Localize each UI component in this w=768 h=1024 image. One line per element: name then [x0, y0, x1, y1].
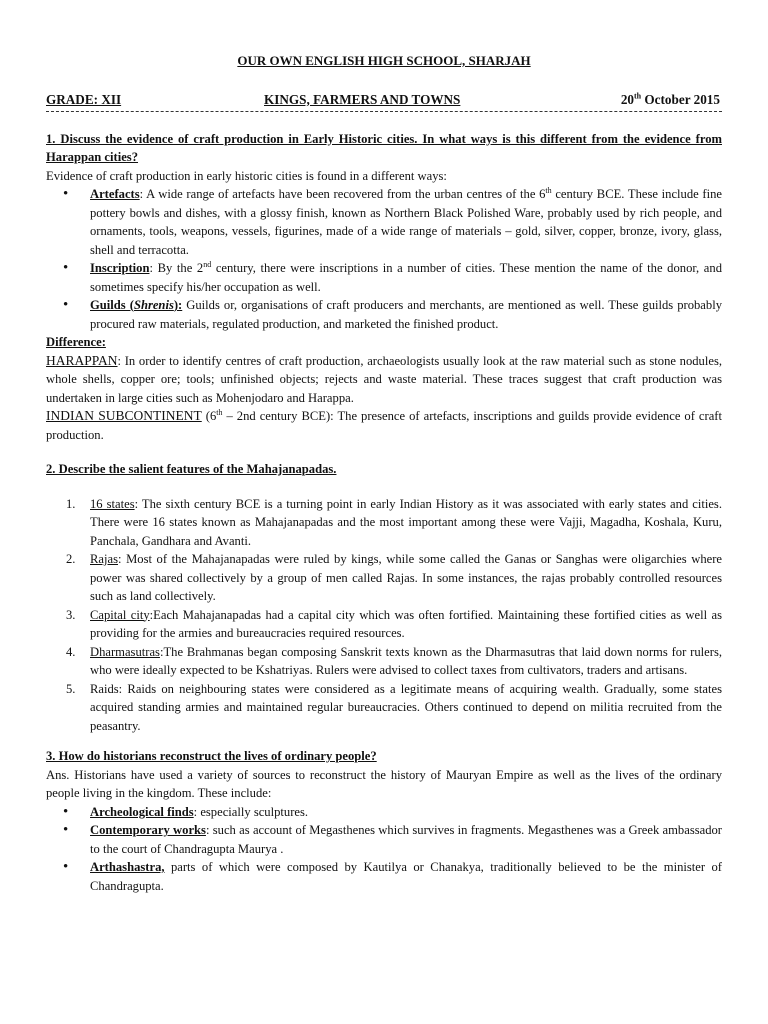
question-1: 1. Discuss the evidence of craft production in Early Historic cities. In what ways is this different from the evidence from Harappan cities?: [46, 131, 722, 164]
q2-numbered-list: [46, 495, 722, 736]
date-label: 20th October 2015: [620, 91, 720, 107]
q3-bullet-list: [46, 803, 722, 896]
list-item: • Arthashastra, parts of which were composed by Kautilya or Chanakya, traditionally believed to be the minister of Chandragupta.: [90, 858, 722, 895]
list-item: • Guilds (Shrenis): Guilds or, organisations of craft producers and merchants, are mentioned as well. These guilds probably procured raw materials, regulated production, and marketed the finished product.: [90, 296, 722, 333]
difference-heading: Difference:: [46, 335, 106, 349]
indian-subcontinent-paragraph: INDIAN SUBCONTINENT (6th – 2nd century BCE): The presence of artefacts, inscriptions and guilds provide evidence of craft production.: [46, 407, 722, 442]
q3-intro: Ans. Historians have used a variety of sources to reconstruct the history of Mauryan Empire as well as the lives of the ordinary people living in the kingdom. These include:: [46, 767, 722, 800]
list-item: 1. 16 states: The sixth century BCE is a turning point in early Indian History as it was associated with early states and cities. There were 16 states known as Mahajanapadas and the most important among these were Vajji, Magadha, Koshala, Kuru, Panchala, Gandhara and Avanti.: [66, 496, 722, 548]
list-item: 3. Capital city:Each Mahajanapadas had a capital city which was often fortified. Maintaining these fortified cities as well as providing for the armies and bureaucracies required resources.: [66, 607, 722, 640]
school-title: OUR OWN ENGLISH HIGH SCHOOL, SHARJAH: [237, 53, 531, 68]
list-item: 2. Rajas: Most of the Mahajanapadas were ruled by kings, while some called the Ganas or Sanghas were oligarchies where power was shared collectively by a group of men called Rajas. In some instances, the rajas probably controlled resources such as land collectively.: [66, 552, 722, 603]
list-item: • Archeological finds: especially sculptures.: [90, 803, 722, 822]
list-item: • Inscription: By the 2nd century, there were inscriptions in a number of cities. These mention the name of the donor, and sometimes specify his/her occupation as well.: [90, 259, 722, 296]
harappan-paragraph: HARAPPAN: In order to identify centres of craft production, archaeologists usually look at the raw material such as stone nodules, whole shells, copper ore; tools; unfinished objects; rejects and waste material. These traces suggest that craft production was undertaken in large cities such as Mohenjodaro and Harappa.: [46, 352, 722, 405]
question-3: 3. How do historians reconstruct the lives of ordinary people?: [46, 749, 377, 763]
grade-label: GRADE: XII: [46, 91, 122, 107]
list-item: 4. Dharmasutras:The Brahmanas began composing Sanskrit texts known as the Dharmasutras that laid down norms for rulers, who were ideally expected to be Kshatriyas. Rulers were advised to collect taxes from cultivators, traders and artisans.: [66, 644, 722, 677]
list-item: 5. Raids: Raids on neighbouring states were considered as a legitimate means of acquiring wealth. Gradually, some states acquired standing armies and maintained regular bureaucracies. Others continued to depend on militia recruited from the peasantry.: [66, 681, 722, 733]
question-2: 2. Describe the salient features of the Mahajanapadas.: [46, 462, 337, 476]
header-row: [46, 91, 722, 111]
topic-title: KINGS, FARMERS AND TOWNS: [264, 91, 461, 107]
document-page: [46, 52, 722, 895]
list-item: • Contemporary works: such as account of Megasthenes which survives in fragments. Megasthenes was a Greek ambassador to the court of Chandragupta Maurya .: [90, 821, 722, 858]
list-item: • Artefacts: A wide range of artefacts have been recovered from the urban centres of the 6th century BCE. These include fine pottery bowls and dishes, with a glossy finish, known as Northern Black Polished Ware, probably used by rich people, and ornaments, tools, weapons, vessels, figurines, made of a wide range of materials – gold, silver, copper, bronze, ivory, glass, shell and terracotta.: [90, 185, 722, 259]
q1-bullet-list: [46, 185, 722, 333]
dashed-divider: [46, 111, 722, 112]
q1-intro: Evidence of craft production in early historic cities is found in a different ways:: [46, 168, 447, 183]
